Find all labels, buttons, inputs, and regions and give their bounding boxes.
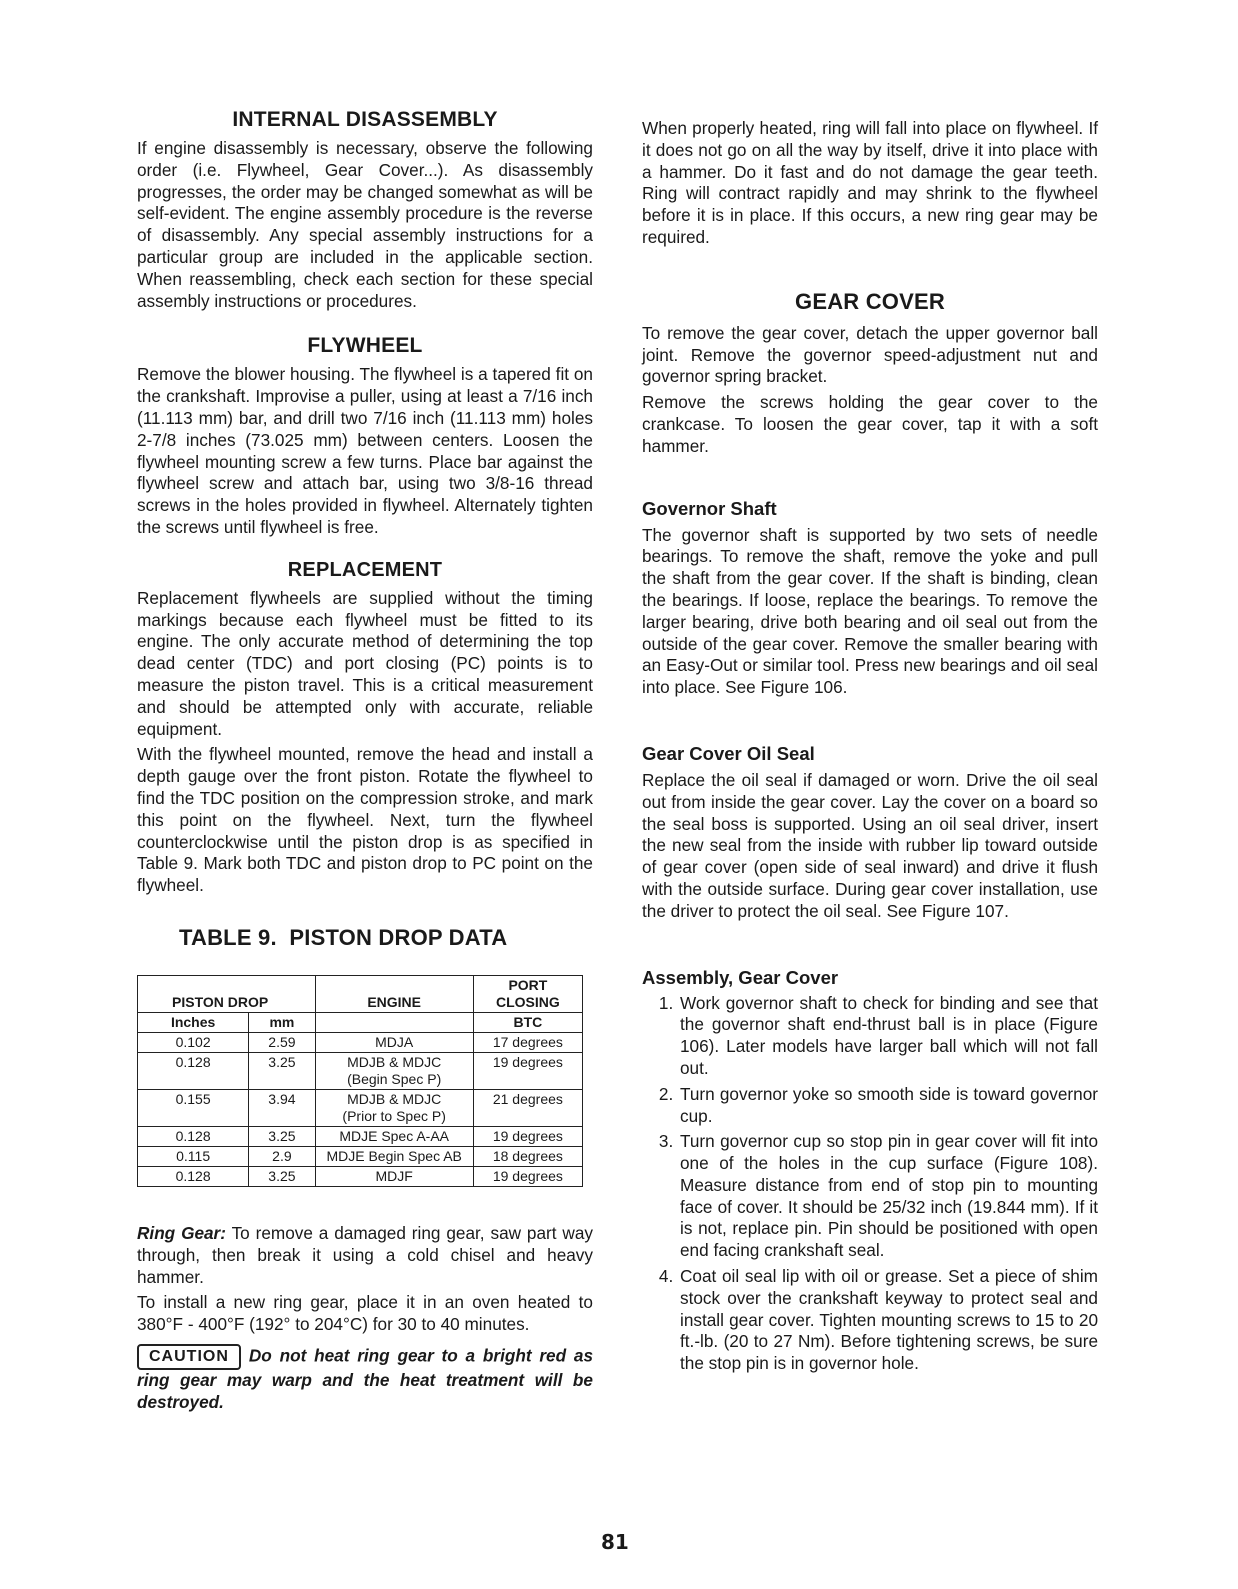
flywheel-heading: FLYWHEEL — [307, 334, 423, 358]
table-row — [138, 1089, 583, 1126]
inches-cell: 0.115 — [138, 1146, 249, 1166]
replacement-text-1: Replacement flywheels are supplied without the timing markings because each flywheel must be fitted to its engine. The only accurate method of determining the top dead center (TDC) and port closing (PC) points is to measure the piston travel. This is a critical measurement and should be attempted only with accurate, reliable equipment. — [137, 587, 593, 739]
ring-gear-removal-text: To remove a damaged ring gear, saw part way through, then break it using a cold chisel and heavy hammer. — [137, 1222, 594, 1287]
engine-name: MDJB & MDJC — [347, 1090, 442, 1107]
engine-cell: MDJE Begin Spec AB — [315, 1146, 473, 1166]
engine-cell — [315, 1089, 473, 1126]
degrees-cell: 19 degrees — [473, 1126, 582, 1146]
ring-gear-label: Ring Gear: — [137, 1222, 226, 1243]
degrees-cell: 19 degrees — [473, 1052, 582, 1089]
degrees-cell: 17 degrees — [473, 1032, 582, 1052]
page-number: 81 — [601, 1530, 629, 1554]
engine-name: MDJB & MDJC — [347, 1053, 442, 1070]
table-subheader-row — [138, 1012, 583, 1032]
right-column — [642, 118, 1098, 1375]
engine-cell — [315, 1052, 473, 1089]
engine-subheader-cell — [315, 1012, 473, 1032]
governor-shaft-heading: Governor Shaft — [642, 497, 777, 519]
mm-cell: 3.94 — [249, 1089, 315, 1126]
mm-cell: 2.59 — [249, 1032, 315, 1052]
mm-cell: 3.25 — [249, 1126, 315, 1146]
mm-cell: 2.9 — [249, 1146, 315, 1166]
table-9-title: TABLE 9. PISTON DROP DATA — [179, 924, 508, 950]
port-closing-header: PORT CLOSING — [473, 975, 582, 1012]
gear-cover-text-1: To remove the gear cover, detach the upper governor ball joint. Remove the governor speed-adjustment nut and governor spring bracket. — [642, 322, 1098, 387]
ring-gear-text-2: To install a new ring gear, place it in an oven heated to 380°F - 400°F (192° to 204°C) for 30 to 40 minutes. — [137, 1292, 593, 1335]
piston-drop-header: PISTON DROP — [138, 975, 316, 1012]
list-item: 3. Turn governor cup so stop pin in gear cover will fit into one of the holes in the cup surface (Figure 108). Measure distance from end of stop pin to mounting face of cover. It should be 25/32 inch (19.844 mm). If it is not, replace pin. Pin should be positioned with open end facing crankshaft seal. — [678, 1131, 1098, 1262]
ring-gear-text-1 — [137, 1223, 593, 1288]
list-item: 4. Coat oil seal lip with oil or grease. Set a piece of shim stock over the crankshaft keyway to protect seal and install gear cover. Tighten mounting screws to 15 to 20 ft.-lb. (20 to 27 Nm). Before tightening screws, be sure the stop pin is in governor hole. — [678, 1266, 1098, 1375]
table-row — [138, 1146, 583, 1166]
mm-cell: 3.25 — [249, 1052, 315, 1089]
gear-cover-heading: GEAR COVER — [795, 288, 945, 314]
mm-header: mm — [249, 1012, 315, 1032]
governor-shaft-text: The governor shaft is supported by two sets of needle bearings. To remove the shaft, remove the yoke and pull the shaft from the gear cover. If the shaft is binding, clean the bearings. If loose, replace the bearings. To remove the larger bearing, drive both bearing and oil seal out from the outside of the gear cover. Remove the smaller bearing with an Easy-Out or similar tool. Press new bearings and oil seal into place. See Figure 106. — [642, 524, 1098, 698]
table-row — [138, 1052, 583, 1089]
engine-cell: MDJF — [315, 1166, 473, 1186]
assembly-steps-list — [642, 993, 1098, 1376]
degrees-cell: 18 degrees — [473, 1146, 582, 1166]
assembly-gear-cover-heading: Assembly, Gear Cover — [642, 966, 839, 988]
flywheel-text: Remove the blower housing. The flywheel is a tapered fit on the crankshaft. Improvise a puller, using at least a 7/16 inch (11.113 mm) bar, and drill two 7/16 inch (11.113 mm) holes 2-7/8 inches (73.025 mm) between centers. Loosen the flywheel mounting screw a few turns. Place bar against the flywheel screw and attach bar, using two 3/8-16 thread screws in the holes provided in flywheel. Alternately tighten the screws until flywheel is free. — [137, 364, 593, 537]
inches-cell: 0.128 — [138, 1126, 249, 1146]
inches-cell: 0.155 — [138, 1089, 249, 1126]
table-row — [138, 1032, 583, 1052]
list-item: 2. Turn governor yoke so smooth side is toward governor cup. — [678, 1084, 1098, 1128]
table-header-row — [138, 975, 583, 1012]
gear-cover-oil-seal-text: Replace the oil seal if damaged or worn. Drive the oil seal out from inside the gear cover. Lay the cover on a board so the seal boss is supported. Using an oil seal driver, insert the new seal from the inside with rubber lip toward outside of gear cover (open side of seal inward) and drive it flush with the outside surface. During gear cover installation, use the driver to protect the oil seal. See Figure 107. — [642, 769, 1098, 921]
inches-cell: 0.102 — [138, 1032, 249, 1052]
engine-cell: MDJE Spec A-AA — [315, 1126, 473, 1146]
degrees-cell: 21 degrees — [473, 1089, 582, 1126]
replacement-text-2: With the flywheel mounted, remove the head and install a depth gauge over the front piston. Rotate the flywheel to find the TDC position on the compression stroke, and mark this point on the flywheel. Next, turn the flywheel counterclockwise until the piston drop is as specified in Table 9. Mark both TDC and piston drop to PC point on the flywheel. — [137, 744, 593, 896]
ring-gear-install-text: When properly heated, ring will fall into place on flywheel. If it does not go on all the way by itself, drive it into place with a hammer. Do it fast and do not damage the gear teeth. Ring will contract rapidly and may shrink to the flywheel before it is in place. If this occurs, a new ring gear may be required. — [642, 118, 1098, 247]
caution-text: Do not heat ring gear to a bright red as ring gear may warp and the heat treatment will be destroyed. — [137, 1345, 593, 1412]
table-row — [138, 1126, 583, 1146]
inches-cell: 0.128 — [138, 1052, 249, 1089]
engine-header: ENGINE — [315, 975, 473, 1012]
caution-badge: CAUTION — [137, 1344, 241, 1370]
engine-spec-note: (Prior to Spec P) — [342, 1107, 446, 1124]
internal-disassembly-text: If engine disassembly is necessary, observe the following order (i.e. Flywheel, Gear Cover...). As disassembly progresses, the order may be changed somewhat as will be self-evident. The engine assembly procedure is the reverse of disassembly. Any special assembly instructions for a particular group are included in the applicable section. When reassembling, check each section for these special assembly instructions or procedures. — [137, 138, 593, 311]
internal-disassembly-heading: INTERNAL DISASSEMBLY — [232, 108, 498, 131]
piston-drop-table — [137, 975, 583, 1187]
left-column — [137, 108, 593, 1413]
engine-cell: MDJA — [315, 1032, 473, 1052]
btc-header: BTC — [473, 1012, 582, 1032]
table-row — [138, 1166, 583, 1186]
engine-spec-note: (Begin Spec P) — [347, 1070, 442, 1087]
list-item: 1. Work governor shaft to check for binding and see that the governor shaft end-thrust ball is in place (Figure 106). Later models have larger ball which will not fall out. — [678, 993, 1098, 1080]
inches-cell: 0.128 — [138, 1166, 249, 1186]
gear-cover-oil-seal-heading: Gear Cover Oil Seal — [642, 742, 815, 764]
caution-note — [137, 1344, 593, 1414]
mm-cell: 3.25 — [249, 1166, 315, 1186]
gear-cover-text-2: Remove the screws holding the gear cover to the crankcase. To loosen the gear cover, tap it with a soft hammer. — [642, 392, 1098, 456]
inches-header: Inches — [138, 1012, 249, 1032]
replacement-heading: REPLACEMENT — [287, 558, 443, 581]
degrees-cell: 19 degrees — [473, 1166, 582, 1186]
